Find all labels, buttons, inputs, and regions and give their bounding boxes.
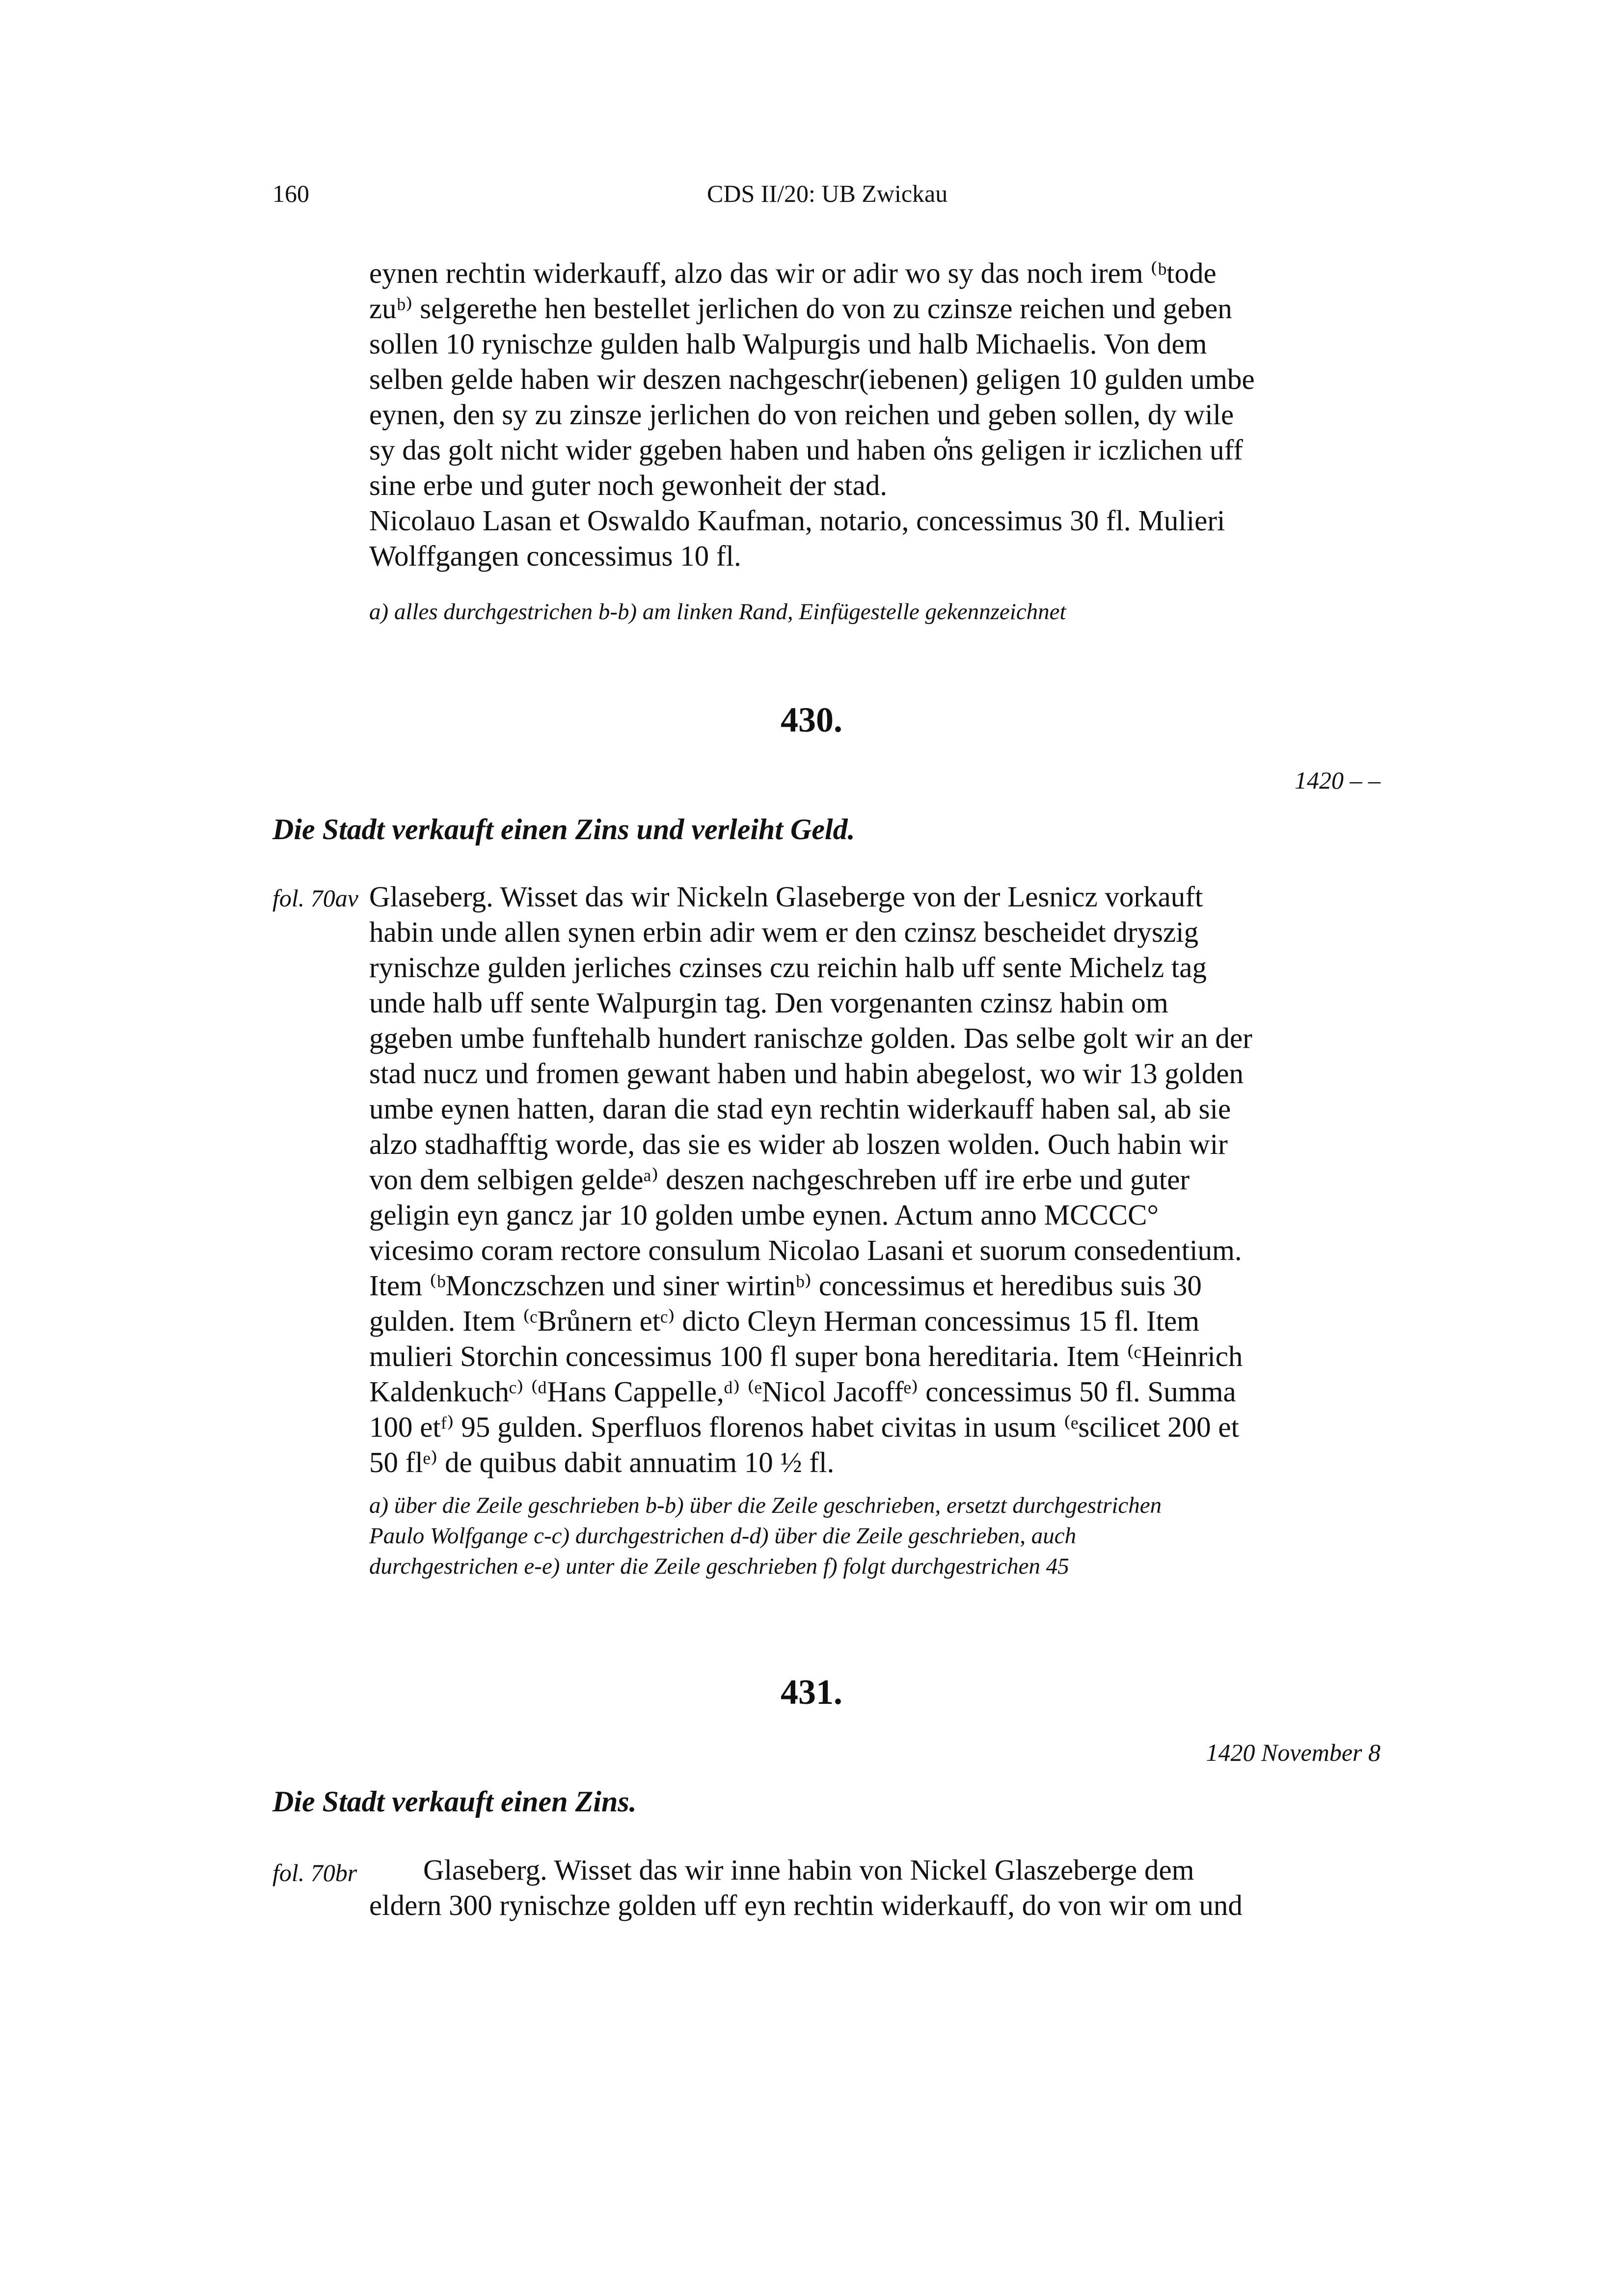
- footnote-line: Paulo Wolfgange c-c) durchgestrichen d-d) über die Zeile geschrieben, auch: [369, 1523, 1077, 1549]
- text-line: stad nucz und fromen gewant haben und habin abegelost, wo wir 13 golden: [369, 1057, 1244, 1090]
- text-line: Item ⁽ᵇMonczschzen und siner wirtinᵇ⁾ concessimus et heredibus suis 30: [369, 1269, 1202, 1302]
- text-line: Kaldenkuchᶜ⁾ ⁽ᵈHans Cappelle,ᵈ⁾ ⁽ᵉNicol Jacoffᵉ⁾ concessimus 50 fl. Summa: [369, 1375, 1236, 1408]
- entry-date: 1420 November 8: [1206, 1739, 1380, 1766]
- text-line: eldern 300 rynischze golden uff eyn rechtin widerkauff, do von wir om und: [369, 1889, 1243, 1921]
- text-line: sollen 10 rynischze gulden halb Walpurgis und halb Michaelis. Von dem: [369, 328, 1207, 360]
- text-line: mulieri Storchin concessimus 100 fl super bona hereditaria. Item ⁽ᶜHeinrich: [369, 1340, 1243, 1372]
- text-line: Glaseberg. Wisset das wir inne habin von Nickel Glaszeberge dem: [423, 1854, 1194, 1886]
- text-line: ggeben umbe funftehalb hundert ranischze golden. Das selbe golt wir an der: [369, 1022, 1252, 1054]
- footnote-line: durchgestrichen e-e) unter die Zeile geschrieben f) folgt durchgestrichen 45: [369, 1554, 1069, 1579]
- text-line: sine erbe und guter noch gewonheit der stad.: [369, 469, 888, 501]
- text-line: alzo stadhafftig worde, das sie es wider ab loszen wolden. Ouch habin wir: [369, 1128, 1228, 1160]
- folio-reference: fol. 70av: [272, 884, 358, 912]
- entry-text: [369, 1852, 1380, 1923]
- entry-number: 431.: [781, 1672, 842, 1712]
- text-line: geligin eyn gancz jar 10 golden umbe eynen. Actum anno MCCCC°: [369, 1199, 1159, 1231]
- text-line: zuᵇ⁾ selgerethe hen bestellet jerlichen do von zu czinsze reichen und geben: [369, 292, 1232, 325]
- text-line: umbe eynen hatten, daran die stad eyn rechtin widerkauff haben sal, ab sie: [369, 1093, 1231, 1125]
- entry-date: 1420 – –: [1295, 766, 1380, 794]
- text-line: eynen rechtin widerkauff, alzo das wir or adir wo sy das noch irem ⁽ᵇtode: [369, 257, 1217, 289]
- entry-title: Die Stadt verkauft einen Zins.: [272, 1785, 637, 1818]
- text-line: 100 etᶠ⁾ 95 gulden. Sperfluos florenos habet civitas in usum ⁽ᵉscilicet 200 et: [369, 1411, 1239, 1443]
- text-line: eynen, den sy zu zinsze jerlichen do von reichen und geben sollen, dy wile: [369, 398, 1234, 431]
- running-title: CDS II/20: UB Zwickau: [707, 180, 948, 207]
- text-line: habin unde allen synen erbin adir wem er den czinsz bescheidet dryszig: [369, 916, 1199, 948]
- footnote-apparatus: a) alles durchgestrichen b-b) am linken Rand, Einfügestelle gekennzeichnet: [369, 599, 1066, 625]
- text-line: selben gelde haben wir deszen nachgeschr(iebenen) geligen 10 gulden umbe: [369, 363, 1255, 395]
- page-number: 160: [272, 180, 309, 207]
- footnote-line: a) über die Zeile geschrieben b-b) über die Zeile geschrieben, ersetzt durchgestrichen: [369, 1493, 1162, 1518]
- text-line: rynischze gulden jerliches czinses czu reichin halb uff sente Michelz tag: [369, 951, 1207, 984]
- entry-text: [369, 879, 1380, 1480]
- folio-reference: fol. 70br: [272, 1859, 357, 1886]
- text-line: Glaseberg. Wisset das wir Nickeln Glaseberge von der Lesnicz vorkauft: [369, 880, 1203, 913]
- text-line: gulden. Item ⁽ᶜBrůnern etᶜ⁾ dicto Cleyn Herman concessimus 15 fl. Item: [369, 1305, 1200, 1337]
- text-line: 50 flᵉ⁾ de quibus dabit annuatim 10 ½ fl.: [369, 1446, 835, 1478]
- text-line: sy das golt nicht wider ggeben haben und haben o͛ns geligen ir iczlichen uff: [369, 434, 1243, 466]
- continuation-text: [369, 255, 1380, 574]
- text-line: Nicolauo Lasan et Oswaldo Kaufman, notario, concessimus 30 fl. Mulieri: [369, 504, 1225, 537]
- footnote-apparatus: [369, 1490, 1162, 1582]
- text-line: vicesimo coram rectore consulum Nicolao Lasani et suorum consedentium.: [369, 1234, 1242, 1266]
- text-line: unde halb uff sente Walpurgin tag. Den vorgenanten czinsz habin om: [369, 986, 1168, 1019]
- text-line: Wolffgangen concessimus 10 fl.: [369, 540, 741, 572]
- text-line: von dem selbigen geldeᵃ⁾ deszen nachgeschreben uff ire erbe und guter: [369, 1163, 1190, 1196]
- entry-title: Die Stadt verkauft einen Zins und verleiht Geld.: [272, 813, 855, 846]
- entry-number: 430.: [781, 700, 842, 739]
